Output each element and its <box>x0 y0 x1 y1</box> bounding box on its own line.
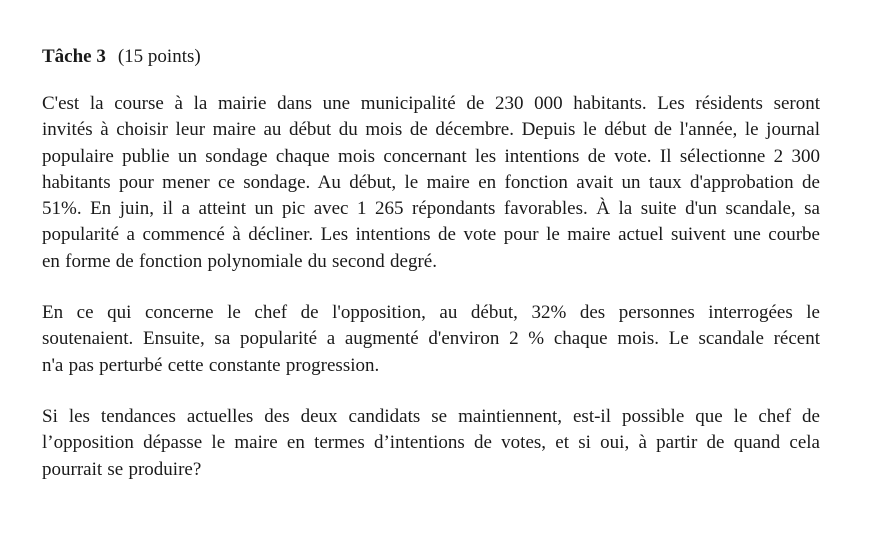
paragraph-line: l’opposition dépasse le maire en termes d’intentions de votes, et si oui, à partir de quand cela <box>42 432 820 454</box>
paragraph-line: n'a pas perturbé cette constante progression. <box>42 354 380 376</box>
paragraph-line: populaire publie un sondage chaque mois concernant les intentions de vote. Il sélectionne 2 300 <box>42 145 820 167</box>
paragraph-line: Si les tendances actuelles des deux candidats se maintiennent, est-il possible que le chef de <box>42 405 820 427</box>
paragraph-context <box>42 91 820 275</box>
paragraph-question <box>42 404 820 483</box>
paragraph-line: 51%. En juin, il a atteint un pic avec 1 265 répondants favorables. À la suite d'un scandale, sa <box>42 198 820 220</box>
paragraph-line: C'est la course à la mairie dans une municipalité de 230 000 habitants. Les résidents seront <box>42 93 820 114</box>
paragraph-opposition <box>42 300 820 379</box>
paragraph-line: En ce qui concerne le chef de l'opposition, au début, 32% des personnes interrogées le <box>42 302 820 324</box>
document-page <box>42 44 820 508</box>
paragraph-line: habitants pour mener ce sondage. Au début, le maire en fonction avait un taux d'approbation de <box>42 171 820 193</box>
paragraph-line: pourrait se produire? <box>42 458 202 480</box>
task-label: Tâche 3 <box>42 46 106 67</box>
paragraph-line: invités à choisir leur maire au début du mois de décembre. Depuis le début de l'année, le journal <box>42 119 820 141</box>
paragraph-line: en forme de fonction polynomiale du second degré. <box>42 250 437 272</box>
paragraph-line: soutenaient. Ensuite, sa popularité a augmenté d'environ 2 % chaque mois. Le scandale récent <box>42 328 820 350</box>
task-points: (15 points) <box>117 46 201 67</box>
task-heading <box>42 44 820 70</box>
paragraph-line: popularité a commencé à décliner. Les intentions de vote pour le maire actuel suivent une courbe <box>42 224 820 246</box>
